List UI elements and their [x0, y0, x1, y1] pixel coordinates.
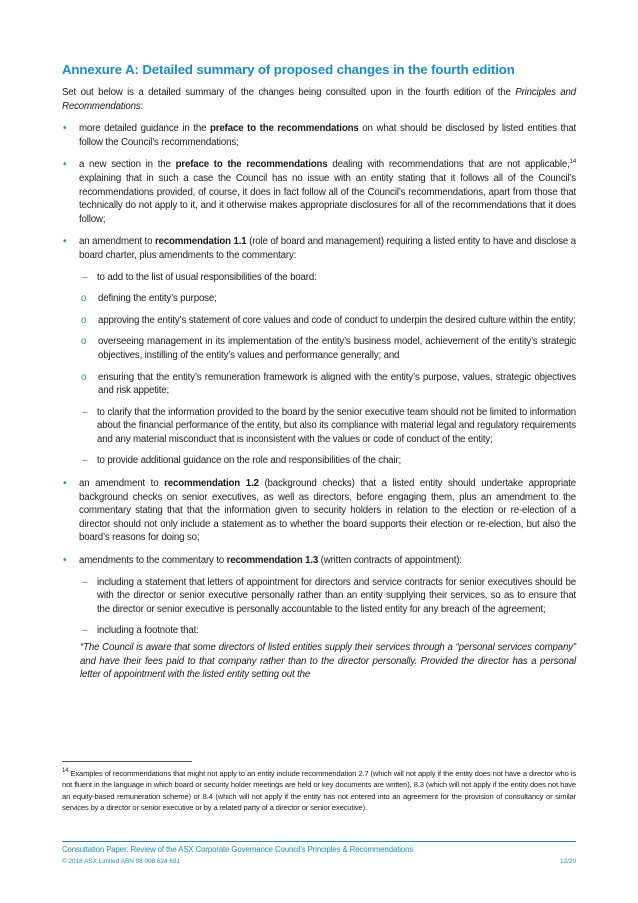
footnote-number: 14 [62, 768, 69, 774]
footnote-reference[interactable]: 14 [569, 159, 577, 166]
sub-item-text: overseeing management in its implementation of the entity’s business model, achievement of the entity’s strategic objectives, instilling of the entity’s values and performance generally; and [98, 336, 576, 361]
circle-bullet-icon: o [81, 336, 87, 348]
list-item-not-applicable [62, 158, 576, 226]
dash-item-role-of-chair [62, 454, 576, 468]
bullet-icon: • [63, 123, 67, 135]
sub-item [44, 371, 576, 398]
dash-item-information-to-board [62, 406, 576, 447]
list-item-recommendation-1-1 [62, 235, 576, 468]
bullet-text: an amendment to recommendation 1.1 (role of board and management) requiring a listed entity to have and disclose a board charter, plus amendments to the commentary: [79, 236, 577, 261]
bold-reference: preface to the recommendations [175, 159, 328, 171]
intro-end: : [140, 100, 144, 112]
dash-text: to clarify that the information provided to the board by the senior executive team should not be limited to information about the financial performance of the entity, but also its compliance with material legal and regulatory requirements and any material misconduct that is inconsistent with the values or code of conduct of the entity; [97, 406, 576, 445]
footnote-divider [62, 761, 192, 762]
dash-text: including a footnote that: [97, 625, 199, 637]
annexure-heading: Annexure A: Detailed summary of proposed changes in the fourth edition [62, 62, 515, 77]
bullet-text: a new section in the preface to the recommendations dealing with recommendations that are not applicable,$^{14}$ explaining that in such a case the Council has no issue with an entity stating that it follows all of the Council’s recommendations provided, of course, it does in fact follow all of the Council’s recommendations, apart from those that technically do not apply to it, and it otherwise makes appropriate disclosures for all of the recommendations that it does follow; [79, 159, 577, 225]
sub-item-text: approving the entity’s statement of core values and code of conduct to underpin the desired culture within the entity; [98, 314, 576, 326]
page-body [62, 62, 576, 682]
dash-icon: – [82, 406, 88, 418]
bold-reference: recommendation 1.1 [154, 236, 247, 248]
dash-item-footnote [62, 624, 576, 638]
bullet-icon: • [63, 478, 67, 490]
dash-icon: – [82, 455, 88, 467]
bullet-text: more detailed guidance in the preface to the recommendations on what should be disclosed by listed entities that follow the Council’s recommendations; [79, 123, 577, 148]
sub-item-text: ensuring that the entity’s remuneration framework is aligned with the entity’s purpose, values, strategic objectives and risk appetite; [98, 371, 576, 397]
sub-item [44, 335, 576, 362]
dash-item-letters-of-appointment [62, 576, 576, 617]
bullet-icon: • [63, 159, 67, 171]
dash-icon: – [82, 576, 88, 588]
quoted-footnote: “The Council is aware that some directors of listed entities supply their services through a “personal services company” and have their fees paid to that company rather than to the director personally. Provided the director has a personal letter of appointment with the listed entity setting out the [80, 642, 576, 681]
dash-text: including a statement that letters of appointment for directors and service contracts for senior executives should be with the director or senior executive personally rather than an entity supplying their services, so as to ensure that the director or senior executive is personally accountable to the listed entity for any breach of the agreement; [97, 576, 576, 615]
sub-item [44, 292, 576, 306]
footer-title: Consultation Paper: Review of the ASX Corporate Governance Council’s Principles & Recommendations [62, 845, 414, 854]
dash-icon: – [82, 625, 88, 637]
bullet-text: amendments to the commentary to recommendation 1.3 (written contracts of appointment): [79, 555, 462, 567]
list-item-preface-guidance [62, 122, 576, 149]
bullet-icon: • [63, 236, 67, 248]
sub-item-text: defining the entity’s purpose; [98, 293, 217, 305]
list-item-recommendation-1-3 [62, 554, 576, 682]
dash-text: to provide additional guidance on the role and responsibilities of the chair; [97, 455, 402, 467]
circle-bullet-icon: o [81, 314, 87, 326]
dash-item-board-responsibilities [62, 271, 576, 285]
bold-reference: preface to the recommendations [210, 123, 359, 135]
bold-reference: recommendation 1.2 [164, 478, 259, 490]
dash-icon: – [82, 271, 88, 283]
bold-reference: recommendation 1.3 [226, 555, 319, 567]
intro-text: Set out below is a detailed summary of the changes being consulted upon in the fourth edition of the [62, 87, 516, 98]
footer-copyright: © 2018 ASX Limited ABN 98 008 624 691 [62, 858, 181, 865]
intro-italic: Principles and Recommendations [62, 87, 576, 112]
footnote-14 [62, 768, 576, 814]
circle-bullet-icon: o [81, 293, 87, 305]
bullet-icon: • [63, 555, 67, 567]
footer-divider [62, 841, 576, 842]
intro-paragraph [62, 86, 576, 113]
page-number: 12/20 [560, 858, 576, 865]
footnote-text: Examples of recommendations that might not apply to an entity include recommendation 2.7 (which will not apply if the entity does not have a director who is not fluent in the language in which board or security holder meetings are held or key documents are written), 8.3 (which will not apply if the entity does not have an equity-based remuneration scheme) or 8.4 (which will not apply if the entity has not entered into an agreement for the provision of consultancy or similar services by a director or senior executive or by a related party of a director or senior executive). [62, 769, 576, 813]
list-item-recommendation-1-2 [62, 477, 576, 545]
bullet-text: an amendment to recommendation 1.2 (background checks) that a listed entity should undertake appropriate background checks on senior executives, as well as directors, before engaging them, plus an amendment to the commentary stating that that the information given to security holders in relation to the election or re-election of a director should not only include a statement as to whether the board supports their election or re-election, but also the board’s reasons for doing so; [79, 478, 576, 544]
sub-item [44, 314, 576, 328]
circle-bullet-icon: o [81, 371, 87, 383]
dash-text: to add to the list of usual responsibilities of the board: [97, 271, 317, 283]
